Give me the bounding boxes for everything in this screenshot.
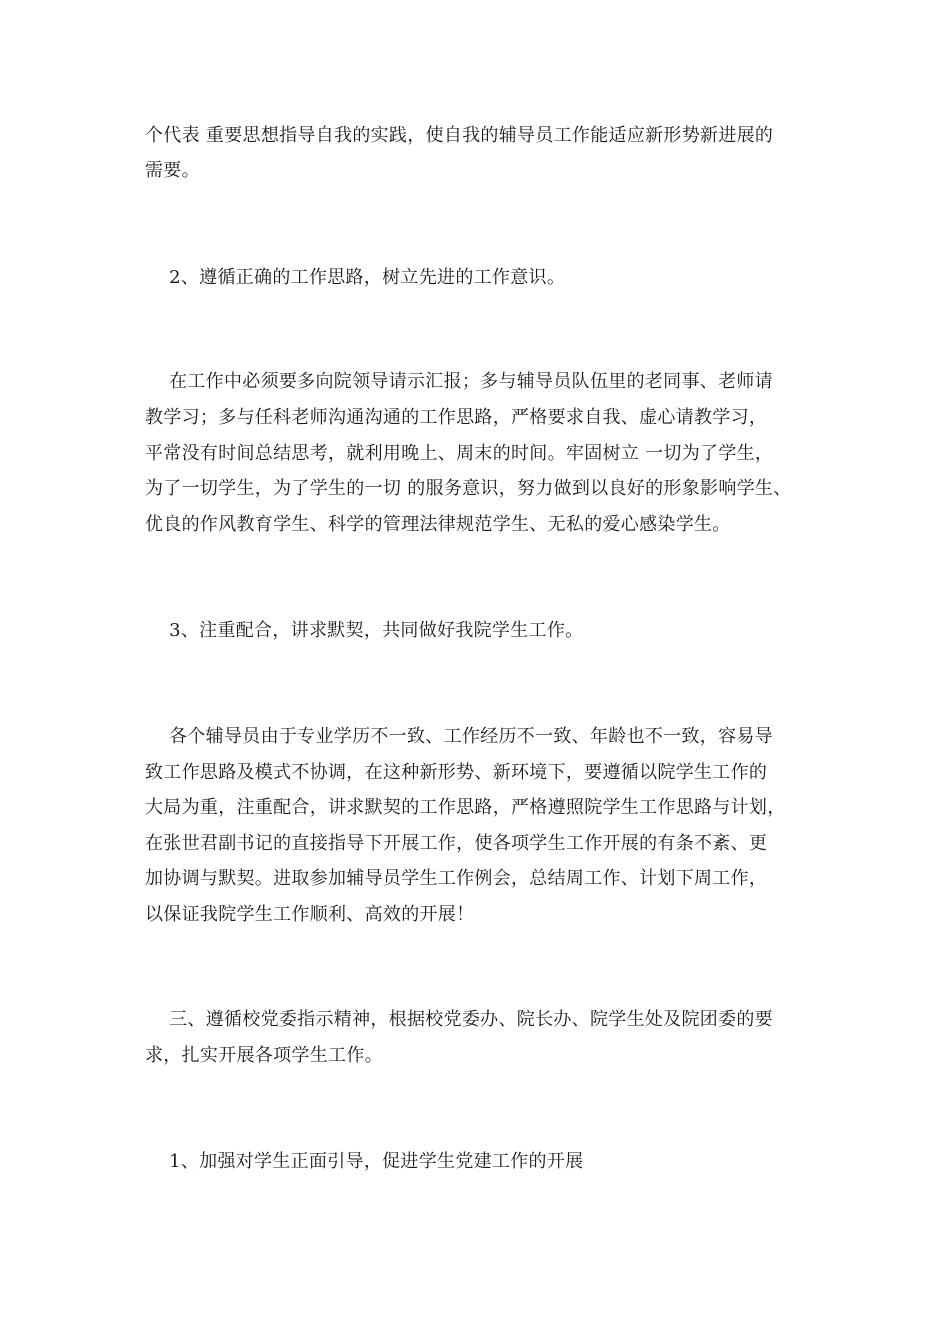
text-line: 求，扎实开展各项学生工作。 bbox=[145, 1045, 383, 1066]
text-line: 优良的作风教育学生、科学的管理法律规范学生、无私的爱心感染学生。 bbox=[145, 514, 731, 535]
text-line: 需要。 bbox=[145, 160, 200, 181]
text-line: 各个辅导员由于专业学历不一致、工作经历不一致、年龄也不一致，容易导 bbox=[145, 726, 773, 747]
text-line: 在工作中必须要多向院领导请示汇报；多与辅导员队伍里的老同事、老师请 bbox=[145, 371, 773, 392]
text-line: 致工作思路及模式不协调，在这种新形势、新环境下，要遵循以院学生工作的 bbox=[145, 762, 768, 783]
text-line: 加协调与默契。进取参加辅导员学生工作例会，总结周工作、计划下周工作， bbox=[145, 868, 768, 889]
text-line: 个代表 重要思想指导自我的实践，使自我的辅导员工作能适应新形势新进展的 bbox=[145, 125, 774, 146]
text-line: 为了一切学生，为了学生的一切 的服务意识，努力做到以良好的形象影响学生、 bbox=[145, 478, 792, 499]
text-line: 1、加强对学生正面引导，促进学生党建工作的开展 bbox=[145, 1151, 584, 1172]
text-line: 三、遵循校党委指示精神，根据校党委办、院长办、院学生处及院团委的要 bbox=[145, 1009, 773, 1030]
text-line: 以保证我院学生工作顺利、高效的开展！ bbox=[145, 904, 475, 925]
text-line: 平常没有时间总结思考，就利用晚上、周末的时间。牢固树立 一切为了学生， bbox=[145, 443, 774, 464]
text-line: 教学习；多与任科老师沟通沟通的工作思路，严格要求自我、虚心请教学习， bbox=[145, 407, 768, 428]
text-line: 大局为重，注重配合，讲求默契的工作思路，严格遵照院学生工作思路与计划， bbox=[145, 797, 786, 818]
text-line: 3、注重配合，讲求默契，共同做好我院学生工作。 bbox=[145, 620, 584, 641]
text-line: 在张世君副书记的直接指导下开展工作，使各项学生工作开展的有条不紊、更 bbox=[145, 833, 768, 854]
text-line: 2、遵循正确的工作思路，树立先进的工作意识。 bbox=[145, 267, 566, 288]
